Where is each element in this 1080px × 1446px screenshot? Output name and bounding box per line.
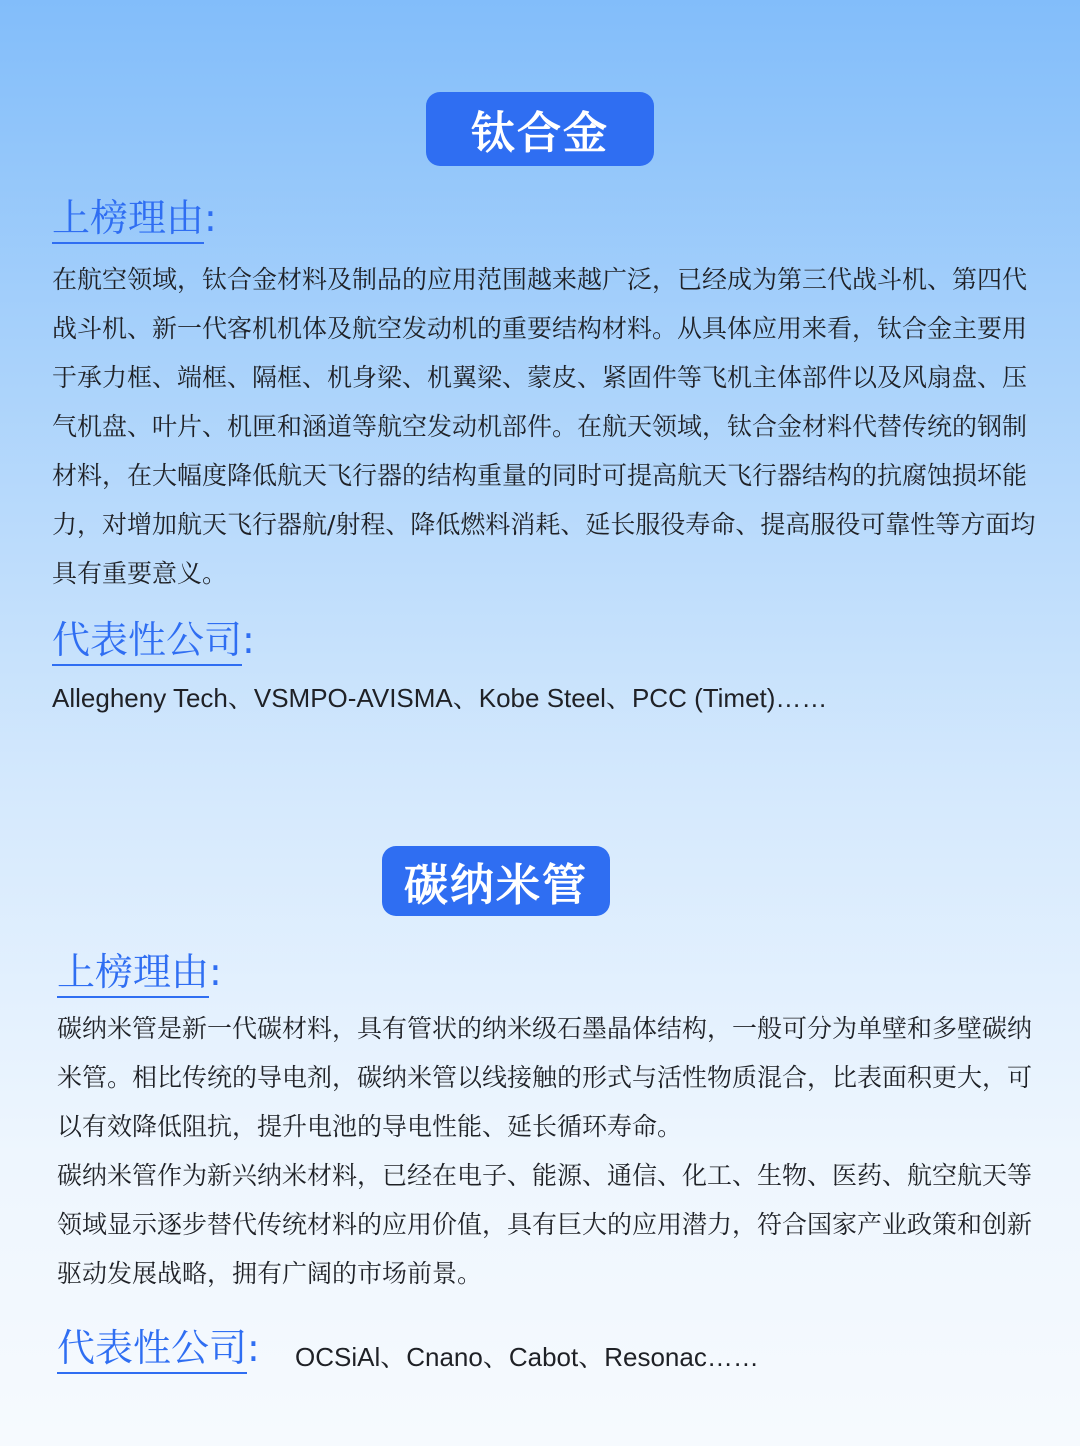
reason-heading (57, 950, 222, 996)
company-heading (52, 618, 255, 664)
reason-colon: : (204, 196, 217, 240)
reason-label: 上榜理由 (57, 950, 209, 998)
company-label: 代表性公司 (57, 1326, 247, 1374)
reason-colon: : (209, 950, 222, 994)
section-title-carbon-nanotube: 碳纳米管 (382, 846, 610, 916)
company-list: OCSiAl、Cnano、Cabot、Resonac…… (295, 1342, 759, 1372)
company-colon: : (242, 618, 255, 662)
reason-heading (52, 196, 217, 242)
reason-paragraph-1: 碳纳米管是新一代碳材料，具有管状的纳米级石墨晶体结构，一般可分为单壁和多壁碳纳米管。相比传统的导电剂，碳纳米管以线接触的形式与活性物质混合，比表面积更大，可以有效降低阻抗，提升电池的导电性能、延长循环寿命。 (57, 1014, 1033, 1141)
company-colon: : (247, 1326, 260, 1370)
company-label: 代表性公司 (52, 618, 242, 666)
company-heading (57, 1326, 260, 1372)
reason-label: 上榜理由 (52, 196, 204, 244)
reason-paragraph-2: 碳纳米管作为新兴纳米材料，已经在电子、能源、通信、化工、生物、医药、航空航天等领域显示逐步替代传统材料的应用价值，具有巨大的应用潜力，符合国家产业政策和创新驱动发展战略，拥有广阔的市场前景。 (57, 1161, 1033, 1288)
company-list: Allegheny Tech、VSMPO-AVISMA、Kobe Steel、PCC (Timet)…… (52, 683, 828, 713)
reason-paragraph: 在航空领域，钛合金材料及制品的应用范围越来越广泛，已经成为第三代战斗机、第四代战斗机、新一代客机机体及航空发动机的重要结构材料。从具体应用来看，钛合金主要用于承力框、端框、隔框、机身梁、机翼梁、蒙皮、紧固件等飞机主体部件以及风扇盘、压气机盘、叶片、机匣和涵道等航空发动机部件。在航天领域，钛合金材料代替传统的钢制材料，在大幅度降低航天飞行器的结构重量的同时可提高航天飞行器结构的抗腐蚀损坏能力，对增加航天飞行器航/射程、降低燃料消耗、延长服役寿命、提高服役可靠性等方面均具有重要意义。 (52, 265, 1036, 588)
section-title-titanium-alloy: 钛合金 (426, 92, 654, 166)
